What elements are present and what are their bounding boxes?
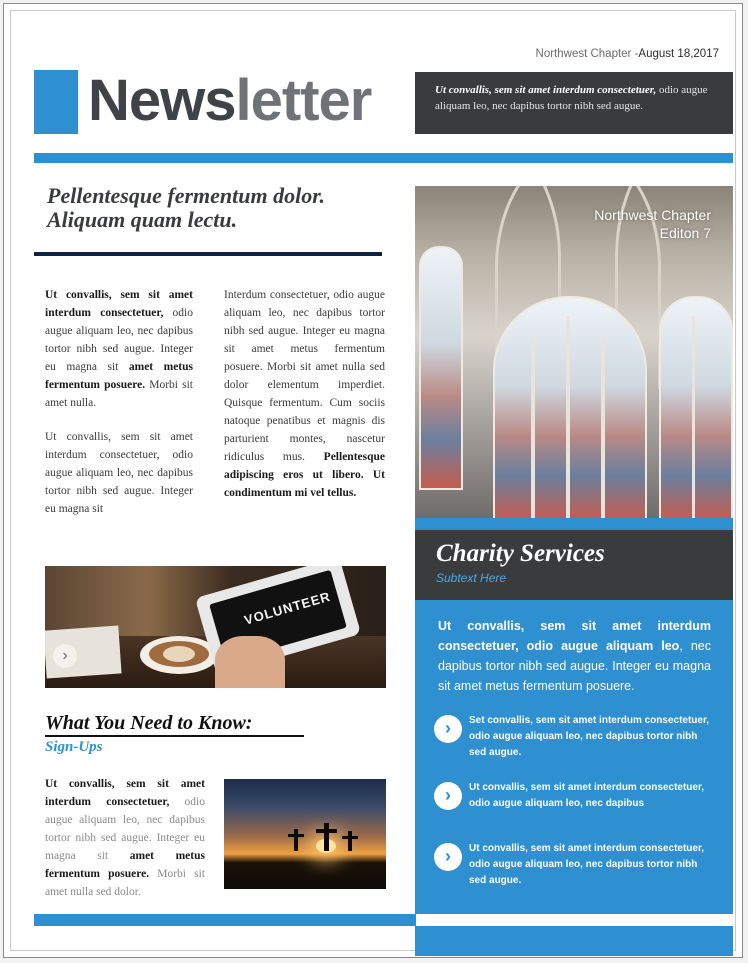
need-to-know-title: What You Need to Know:: [45, 712, 253, 734]
cross-left-bar: [288, 834, 304, 837]
chapter-date: [414, 48, 719, 60]
page-frame: [3, 3, 743, 958]
header-intro-bold: Ut convallis, sem sit amet interdum consectetuer,: [435, 84, 657, 96]
mullion-3: [601, 336, 605, 518]
col2-bold: Pellentesque adipiscing eros ut libero. Ut condimentum mi vel tellus.: [224, 451, 385, 499]
caption-line-1: Northwest Chapter: [594, 207, 711, 223]
chevron-right-icon: ›: [434, 843, 462, 871]
hand-shape: [215, 636, 285, 688]
charity-bullet-text: Ut convallis, sem sit amet interdum consectetuer, odio augue aliquam leo, nec dapibus tortor nibh sed augue.: [469, 843, 705, 886]
col2-text: Interdum consectetuer, odio augue aliquam leo, nec dapibus tortor nibh sed augue. Integer eu magna sit amet metus fermentum posuere. Morbi sit amet nulla sed dolor elementum imperdiet. Quisque fermentum. Cum sociis natoque penatibus et magnis dis parturient montes, nascetur ridiculus mus.: [224, 289, 385, 463]
signups-body-2: Morbi sit amet nulla sed dolor.: [45, 868, 205, 898]
col1-text: odio augue aliquam leo, nec dapibus tortor nibh sed augue. Integer eu magna sit: [45, 307, 193, 373]
col1-bold: Ut convallis, sem sit amet interdum consectetuer,: [45, 289, 193, 319]
header-intro-text: odio augue aliquam leo, nec dapibus tortor nibh sed augue.: [435, 84, 708, 112]
charity-title: Charity Services: [436, 540, 605, 567]
need-to-know-underline: [45, 735, 304, 737]
charity-intro-bold: Ut convallis, sem sit amet interdum consectetuer, odio augue aliquam leo: [438, 619, 711, 653]
col1-bold-2: amet metus fermentum posuere.: [45, 361, 193, 391]
signups-body: odio augue aliquam leo, nec dapibus tortor nibh sed augue. Integer eu magna sit: [45, 796, 205, 862]
column-1-paragraph-1: [45, 286, 193, 412]
caption-line-2: Editon 7: [659, 225, 711, 241]
headline-line-1: Pellentesque fermentum dolor.: [47, 183, 326, 208]
chevron-right-icon: ›: [434, 782, 462, 810]
charity-intro-text: , nec dapibus tortor nibh sed augue. Integer eu magna sit amet metus fermentum posuere.: [438, 639, 711, 693]
signups-bold-2: amet metus fermentum posuere.: [45, 850, 205, 880]
headline-line-2: Aliquam quam lectu.: [47, 207, 238, 232]
cross-right-bar: [342, 836, 358, 839]
logo-square: [34, 70, 78, 134]
chapter-label: Northwest Chapter -: [535, 48, 639, 60]
volunteer-photo: [45, 566, 386, 688]
signups-bold: Ut convallis, sem sit amet interdum consectetuer,: [45, 778, 205, 808]
crosses-sunset-photo: [224, 779, 386, 889]
cross-right-post: [348, 831, 352, 851]
issue-date: August 18,2017: [638, 48, 719, 60]
cross-center-post: [324, 823, 329, 851]
tablet-screen-text: VOLUNTEER: [242, 588, 333, 628]
header-intro-box: [415, 72, 733, 134]
col1-text-2: Morbi sit amet nulla.: [45, 379, 193, 409]
column-1-paragraph-2: Ut convallis, sem sit amet interdum consectetuer, odio augue aliquam leo, nec dapibus tortor nibh sed augue. Integer eu magna sit: [45, 431, 193, 515]
column-2-paragraph: [224, 286, 385, 502]
cathedral-photo: [415, 186, 733, 518]
cross-left-post: [294, 829, 298, 851]
window-far-left: [419, 246, 463, 490]
article-column-1: [45, 286, 193, 534]
window-center: [493, 296, 647, 518]
charity-bullet-text: Set convallis, sem sit amet interdum consectetuer, odio augue aliquam leo, nec dapibus tortor nibh sed augue.: [469, 715, 710, 758]
bottom-divider-left: [34, 914, 416, 926]
signups-text: [45, 775, 205, 917]
cross-center-bar: [316, 829, 337, 833]
title-part-2: letter: [235, 68, 372, 133]
photo-next-icon[interactable]: ›: [53, 644, 77, 668]
chevron-right-icon: ›: [434, 715, 462, 743]
bottom-divider-right: [415, 926, 733, 956]
signups-paragraph: [45, 775, 205, 901]
charity-top-strip: [415, 518, 733, 530]
article-column-2: [224, 286, 385, 518]
charity-intro: [438, 616, 711, 696]
title-part-1: News: [88, 68, 236, 133]
charity-subtitle: Subtext Here: [436, 571, 507, 585]
signups-subtitle: Sign-Ups: [45, 739, 103, 755]
cathedral-caption: [594, 206, 711, 242]
article-headline: [47, 184, 392, 232]
mullion-2: [566, 316, 570, 518]
latte-art: [163, 646, 195, 662]
charity-bullet-text: Ut convallis, sem sit amet interdum consectetuer, odio augue aliquam leo, nec dapibus: [469, 782, 705, 809]
mullion-1: [531, 336, 535, 518]
headline-rule: [34, 252, 382, 256]
newsletter-title: [88, 66, 371, 136]
top-divider-bar: [34, 153, 733, 163]
window-right: [659, 296, 733, 518]
mullion-4: [692, 316, 695, 518]
